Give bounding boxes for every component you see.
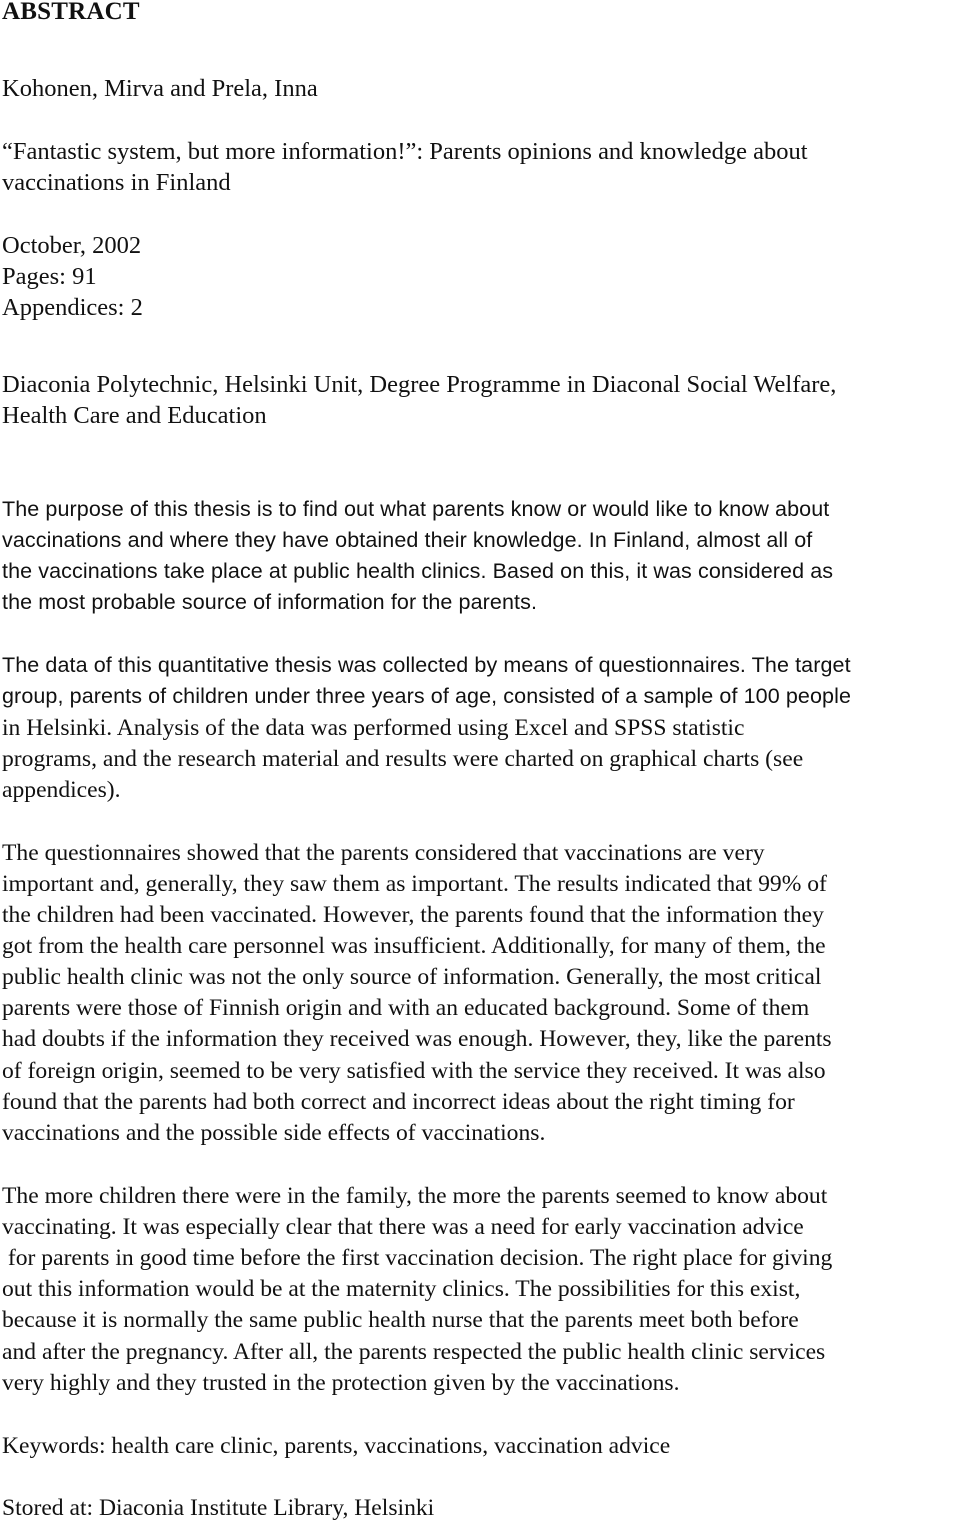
paragraph-line: had doubts if the information they received was enough. However, they, like the parents (2, 1026, 832, 1052)
paragraph-line: the most probable source of information for the parents. (2, 590, 538, 614)
paragraph-line: because it is normally the same public health nurse that the parents meet both before (2, 1307, 799, 1333)
paragraph-line: parents were those of Finnish origin and with an educated background. Some of them (2, 995, 810, 1021)
paragraph-line: and after the pregnancy. After all, the parents respected the public health clinic services (2, 1339, 826, 1365)
paragraph-line: vaccinations and the possible side effects of vaccinations. (2, 1120, 546, 1146)
paragraph-line: appendices). (2, 777, 121, 803)
paragraph-line: The data of this quantitative thesis was collected by means of questionnaires. The target (2, 653, 851, 677)
paragraph-line: group, parents of children under three years of age, consisted of a sample of 100 people (2, 684, 852, 708)
abstract-heading: ABSTRACT (2, 0, 140, 25)
paragraph-line: public health clinic was not the only source of information. Generally, the most critical (2, 964, 822, 990)
paragraph-line: important and, generally, they saw them as important. The results indicated that 99% of (2, 871, 827, 897)
institution-line: Diaconia Polytechnic, Helsinki Unit, Degree Programme in Diaconal Social Welfare, (2, 371, 837, 398)
paragraph-line: the children had been vaccinated. However, the parents found that the information they (2, 902, 824, 928)
authors: Kohonen, Mirva and Prela, Inna (2, 75, 318, 102)
paragraph-line: in Helsinki. Analysis of the data was performed using Excel and SPSS statistic (2, 715, 745, 741)
paragraph-line: the vaccinations take place at public health clinics. Based on this, it was considered as (2, 559, 834, 583)
paragraph-line: got from the health care personnel was insufficient. Additionally, for many of them, the (2, 933, 826, 959)
paragraph-line: vaccinations and where they have obtained their knowledge. In Finland, almost all of (2, 528, 813, 552)
paragraph-line: of foreign origin, seemed to be very satisfied with the service they received. It was also (2, 1058, 826, 1084)
publication-date: October, 2002 (2, 232, 142, 259)
thesis-title-line: “Fantastic system, but more information!”: Parents opinions and knowledge about (2, 138, 808, 165)
thesis-title-line: vaccinations in Finland (2, 169, 231, 196)
storage-location: Stored at: Diaconia Institute Library, Helsinki (2, 1495, 435, 1521)
paragraph-line: found that the parents had both correct and incorrect ideas about the right timing for (2, 1089, 795, 1115)
paragraph-line: vaccinating. It was especially clear that there was a need for early vaccination advice (2, 1214, 804, 1240)
paragraph-line: The questionnaires showed that the parents considered that vaccinations are very (2, 840, 765, 866)
paragraph-line: The purpose of this thesis is to find out what parents know or would like to know about (2, 497, 830, 521)
paragraph-line: The more children there were in the family, the more the parents seemed to know about (2, 1183, 828, 1209)
paragraph-line: out this information would be at the maternity clinics. The possibilities for this exist, (2, 1276, 801, 1302)
paragraph-line: for parents in good time before the first vaccination decision. The right place for giving (2, 1245, 833, 1271)
page-count: Pages: 91 (2, 263, 97, 290)
appendix-count: Appendices: 2 (2, 294, 143, 321)
keywords: Keywords: health care clinic, parents, vaccinations, vaccination advice (2, 1433, 671, 1459)
paragraph-line: very highly and they trusted in the protection given by the vaccinations. (2, 1370, 680, 1396)
paragraph-line: programs, and the research material and results were charted on graphical charts (see (2, 746, 804, 772)
institution-line: Health Care and Education (2, 402, 267, 429)
